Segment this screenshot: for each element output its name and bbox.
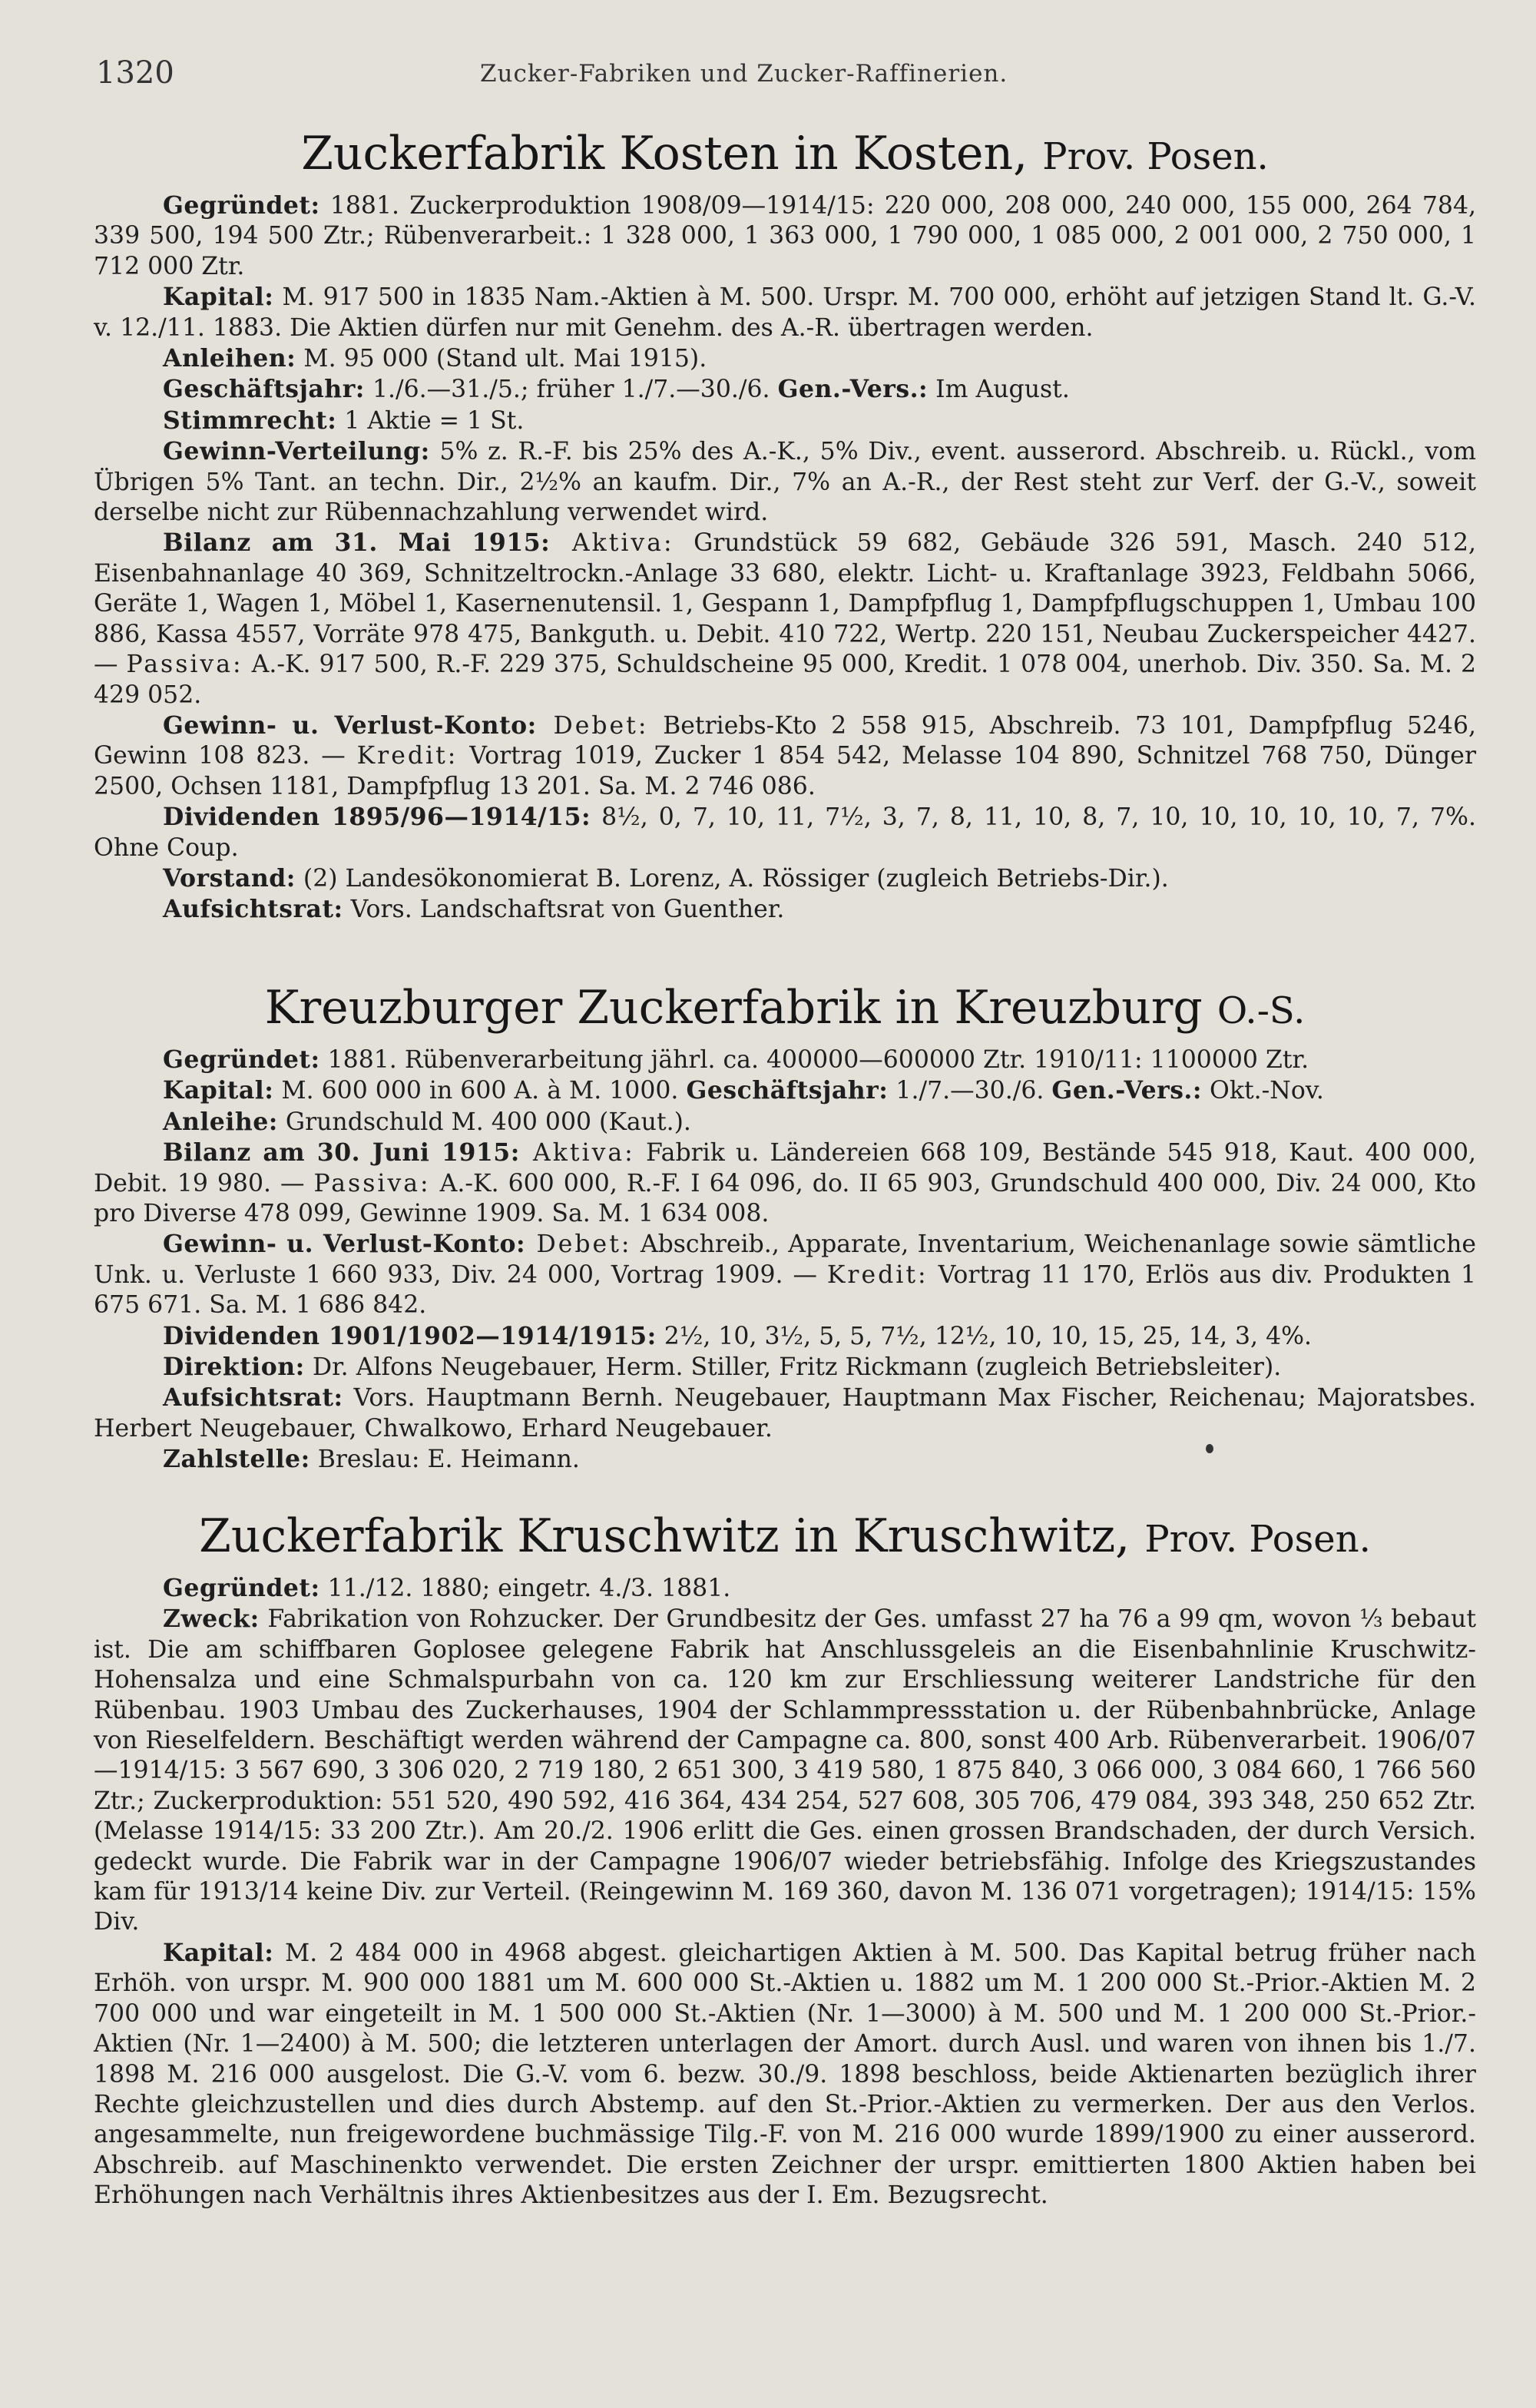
entry-aufsichtsrat: Aufsichtsrat: Vors. Landschaftsrat von Guenther. [163,895,785,924]
entry-dividenden: Dividenden 1901/1902—1914/1915: 2½, 10, 3½, 5, 5, 7½, 12½, 10, 10, 15, 25, 14, 3, 4%. [163,1321,1313,1350]
company-title: Kreuzburger Zuckerfabrik in Kreuzburg O.-S. [264,981,1306,1035]
page-number: 1320 [96,55,174,91]
company-title: Zuckerfabrik Kosten in Kosten, Prov. Posen. [301,127,1269,181]
company-section-kosten [94,123,1476,926]
company-title: Zuckerfabrik Kruschwitz in Kruschwitz, Prov. Posen. [199,1509,1371,1563]
company-body [94,1045,1476,1476]
entry-vorstand: Vorstand: (2) Landesökonomierat B. Lorenz, A. Rössiger (zugleich Betriebs-Dir.). [163,863,1169,893]
entry-dividenden: Dividenden 1895/96—1914/15: 8½, 0, 7, 10, 11, 7½, 3, 7, 8, 11, 10, 8, 7, 10, 10, 10, 10, 10, 7, 7%. Ohne Coup. [94,803,1476,862]
company-body [94,190,1476,926]
entry-gegruendet: Gegründet: 1881. Rübenverarbeitung jährl. ca. 400000—600000 Ztr. 1910/11: 1100000 Ztr. [163,1045,1309,1074]
entry-geschaeftsjahr: Geschäftsjahr: 1./6.—31./5.; früher 1./7.—30./6. Gen.-Vers.: Im August. [163,375,1070,404]
company-body [94,1573,1476,2211]
entry-zahlstelle: Zahlstelle: Breslau: E. Heimann. [163,1445,580,1474]
entry-gegruendet: Gegründet: 1881. Zuckerproduktion 1908/09—1914/15: 220 000, 208 000, 240 000, 155 000, 264 784, 339 500, 194 500 Ztr.; Rübenverarbeit.: 1 328 000, 1 363 000, 1 790 000, 1 085 000, 2 001 000, 2 750 000, 1 712 000 Ztr. [94,191,1476,280]
entry-gegruendet: Gegründet: 11./12. 1880; eingetr. 4./3. 1881. [163,1574,731,1602]
entry-kapital: Kapital: M. 600 000 in 600 A. à M. 1000. Geschäftsjahr: 1./7.—30./6. Gen.-Vers.: Okt.-Nov. [163,1076,1324,1105]
entry-aufsichtsrat: Aufsichtsrat: Vors. Hauptmann Bernh. Neugebauer, Hauptmann Max Fischer, Reichenau; Majoratsbes. Herbert Neugebauer, Chwalkowo, Erhard Neugebauer. [94,1383,1476,1442]
running-title: Zucker-Fabriken und Zucker-Raffinerien. [480,60,1008,88]
company-section-kreuzburg [94,977,1476,1476]
company-section-kruschwitz [94,1505,1476,2211]
entry-stimmrecht: Stimmrecht: 1 Aktie = 1 St. [163,406,525,435]
ink-speck [1206,1444,1213,1453]
entry-gewinn-verlust: Gewinn- u. Verlust-Konto: Debet: Abschreib., Apparate, Inventarium, Weichenanlage sowie sämtliche Unk. u. Verluste 1 660 933, Div. 24 000, Vortrag 1909. — Kredit: Vortrag 11 170, Erlös aus div. Produkten 1 675 671. Sa. M. 1 686 842. [94,1230,1476,1320]
entry-direktion: Direktion: Dr. Alfons Neugebauer, Herm. Stiller, Fritz Rickmann (zugleich Betriebsleiter). [163,1353,1282,1382]
entry-bilanz: Bilanz am 30. Juni 1915: Aktiva: Fabrik u. Ländereien 668 109, Bestände 545 918, Kaut. 400 000, Debit. 19 980. — Passiva: A.-K. 600 000, R.-F. I 64 096, do. II 65 903, Grundschuld 400 000, Div. 24 000, Kto pro Diverse 478 099, Gewinne 1909. Sa. M. 1 634 008. [94,1138,1477,1228]
running-header [96,55,1478,101]
entry-bilanz: Bilanz am 31. Mai 1915: Aktiva: Grundstück 59 682, Gebäude 326 591, Masch. 240 512, Eisenbahnanlage 40 369, Schnitzeltrockn.-Anlage 33 680, elektr. Licht- u. Kraftanlage 3923, Feldbahn 5066, Geräte 1, Wagen 1, Möbel 1, Kasernenutensil. 1, Gespann 1, Dampfpflug 1, Dampfpflugschuppen 1, Umbau 100 886, Kassa 4557, Vorräte 978 475, Bankguth. u. Debit. 410 722, Wertp. 220 151, Neubau Zuckerspeicher 4427. — Passiva: A.-K. 917 500, R.-F. 229 375, Schuldscheine 95 000, Kredit. 1 078 004, unerhob. Div. 350. Sa. M. 2 429 052. [94,528,1476,709]
entry-anleihen: Anleihen: M. 95 000 (Stand ult. Mai 1915). [163,344,707,373]
entry-gewinn-verlust: Gewinn- u. Verlust-Konto: Debet: Betriebs-Kto 2 558 915, Abschreib. 73 101, Dampfpflug 5246, Gewinn 108 823. — Kredit: Vortrag 1019, Zucker 1 854 542, Melasse 104 890, Schnitzel 768 750, Dünger 2500, Ochsen 1181, Dampfpflug 13 201. Sa. M. 2 746 086. [94,710,1476,800]
entry-kapital: Kapital: M. 917 500 in 1835 Nam.-Aktien à M. 500. Urspr. M. 700 000, erhöht auf jetzigen Stand lt. G.-V. v. 12./11. 1883. Die Aktien dürfen nur mit Genehm. des A.-R. übertragen werden. [94,283,1476,342]
entry-zweck: Zweck: Fabrikation von Rohzucker. Der Grundbesitz der Ges. umfasst 27 ha 76 a 99 qm, wovon ⅓ bebaut ist. Die am schiffbaren Goplosee gelegene Fabrik hat Anschlussgeleis an die Eisenbahnlinie Kruschwitz-Hohensalza und eine Schmalspurbahn von ca. 120 km zur Erschliessung weiterer Landstriche für den Rübenbau. 1903 Umbau des Zuckerhauses, 1904 der Schlammpressstation u. der Rübenbahnbrücke, Anlage von Rieselfeldern. Beschäftigt werden während der Campagne ca. 800, sonst 400 Arb. Rübenverarbeit. 1906/07—1914/15: 3 567 690, 3 306 020, 2 719 180, 2 651 300, 3 419 580, 1 875 840, 3 066 000, 3 084 660, 1 766 560 Ztr.; Zuckerproduktion: 551 520, 490 592, 416 364, 434 254, 527 608, 305 706, 479 084, 393 348, 250 652 Ztr. (Melasse 1914/15: 33 200 Ztr.). Am 20./2. 1906 erlitt die Ges. einen grossen Brandschaden, der durch Versich. gedeckt wurde. Die Fabrik war in der Campagne 1906/07 wieder betriebsfähig. Infolge des Kriegszustandes kam für 1913/14 keine Div. zur Verteil. (Reingewinn M. 169 360, davon M. 136 071 vorgetragen); 1914/15: 15% Div. [94,1605,1476,1936]
entry-anleihe: Anleihe: Grundschuld M. 400 000 (Kaut.). [163,1107,691,1136]
entry-gewinn-verteilung: Gewinn-Verteilung: 5% z. R.-F. bis 25% des A.-K., 5% Div., event. ausserord. Abschreib. u. Rückl., vom Übrigen 5% Tant. an techn. Dir., 2½% an kaufm. Dir., 7% an A.-R., der Rest steht zur Verf. der G.-V., soweit derselbe nicht zur Rübennachzahlung verwendet wird. [94,437,1476,527]
entry-kapital: Kapital: M. 2 484 000 in 4968 abgest. gleichartigen Aktien à M. 500. Das Kapital betrug früher nach Erhöh. von urspr. M. 900 000 1881 um M. 600 000 St.-Aktien u. 1882 um M. 1 200 000 St.-Prior.-Aktien M. 2 700 000 und war eingeteilt in M. 1 500 000 St.-Aktien (Nr. 1—3000) à M. 500 und M. 1 200 000 St.-Prior.-Aktien (Nr. 1—2400) à M. 500; die letzteren unterlagen der Amort. durch Ausl. und waren von ihnen bis 1./7. 1898 M. 216 000 ausgelost. Die G.-V. vom 6. bezw. 30./9. 1898 beschloss, beide Aktienarten bezüglich ihrer Rechte gleichzustellen und dies durch Abstemp. auf den St.-Prior.-Aktien zu vermerken. Der aus den Verlos. angesammelte, nun freigewordene buchmässige Tilg.-F. von M. 216 000 wurde 1899/1900 zu einer ausserord. Abschreib. auf Maschinenkto verwendet. Die ersten Zeichner der urspr. emittierten 1800 Aktien haben bei Erhöhungen nach Verhältnis ihres Aktienbesitzes aus der I. Em. Bezugsrecht. [94,1938,1476,2210]
